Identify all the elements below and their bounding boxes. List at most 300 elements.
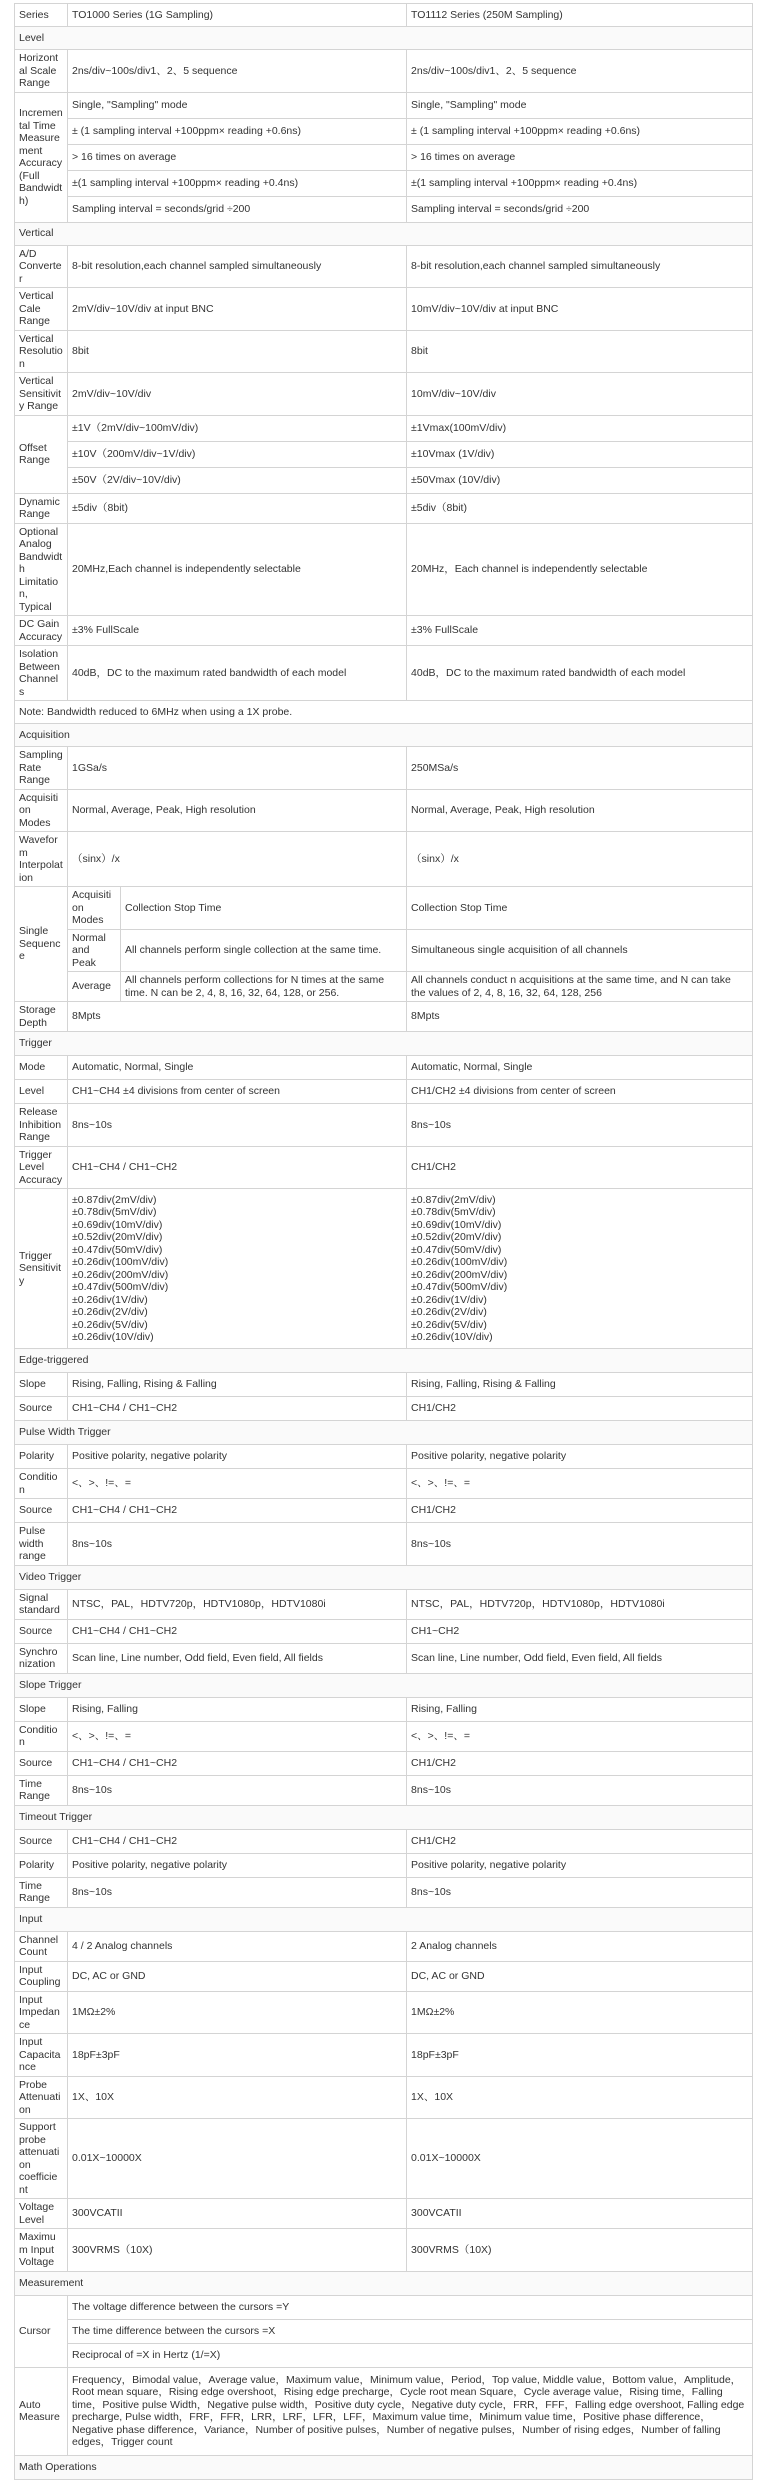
cell-text: Isolation Between Channels bbox=[19, 648, 60, 698]
table-cell bbox=[68, 1829, 407, 1853]
cell-text: 20MHz，Each channel is independently selectable bbox=[411, 563, 648, 575]
cell-text: ±10Vmax (1V/div) bbox=[411, 447, 495, 460]
table-cell bbox=[15, 415, 68, 493]
table-row bbox=[15, 972, 753, 1002]
table-row bbox=[15, 1397, 753, 1421]
table-cell bbox=[407, 1469, 753, 1499]
table-cell bbox=[15, 1721, 68, 1751]
table-row bbox=[15, 1349, 753, 1373]
table-row bbox=[15, 1002, 753, 1032]
table-cell bbox=[121, 929, 407, 972]
cell-text: Level bbox=[19, 1085, 45, 1098]
cell-text: 2ns/div~100s/div1、2、5 sequence bbox=[411, 64, 577, 77]
cell-text: Vertical bbox=[19, 227, 54, 240]
table-row bbox=[15, 2271, 753, 2295]
cell-text: 250MSa/s bbox=[411, 761, 459, 774]
table-cell bbox=[407, 1146, 753, 1189]
cell-text: 300VCATII bbox=[411, 2207, 462, 2220]
table-cell bbox=[68, 1775, 407, 1805]
table-cell bbox=[407, 1056, 753, 1080]
cell-text: ±1V（2mV/div~100mV/div) bbox=[72, 421, 199, 434]
table-cell bbox=[407, 1829, 753, 1853]
table-cell bbox=[15, 1445, 68, 1469]
cell-text: 10mV/div~10V/div at input BNC bbox=[411, 302, 559, 315]
table-cell bbox=[407, 196, 753, 222]
cell-text: TO1112 Series (250M Sampling) bbox=[411, 8, 563, 21]
cell-text: Input Coupling bbox=[19, 1963, 61, 1988]
cell-text: CH1/CH2 bbox=[411, 1756, 456, 1769]
table-cell bbox=[15, 1961, 68, 1991]
table-row bbox=[15, 2455, 753, 2479]
table-row bbox=[15, 1931, 753, 1961]
table-cell bbox=[407, 4, 753, 27]
table-cell bbox=[407, 92, 753, 118]
cell-text: 300VCATII bbox=[72, 2207, 123, 2220]
cell-text: All channels perform collections for N times at the same time. N can be 2, 4, 8, 16, 32, 64, 128, or 256. bbox=[125, 974, 385, 999]
cell-text: Slope bbox=[19, 1378, 46, 1391]
table-cell bbox=[68, 1373, 407, 1397]
cell-text: ±0.87div(2mV/div) ±0.78div(5mV/div) ±0.69div(10mV/div) ±0.52div(20mV/div) ±0.47div(50mV/div) ±0.26div(100mV/div) ±0.26div(200mV/div) ±0.47div(500mV/div) ±0.26div(1V/div) ±0.26div(2V/div) ±0.26div(5V/div) ±0.26div(10V/div) bbox=[411, 1193, 508, 1343]
table-cell bbox=[68, 747, 407, 790]
table-cell bbox=[407, 1499, 753, 1523]
cell-text: Acquisition bbox=[19, 728, 70, 741]
table-cell bbox=[407, 170, 753, 196]
cell-text: CH1/CH2 bbox=[411, 1402, 456, 1415]
cell-text: Maximum Input Voltage bbox=[19, 2231, 56, 2268]
table-row bbox=[15, 2076, 753, 2119]
table-row bbox=[15, 50, 753, 93]
table-cell bbox=[15, 616, 68, 646]
table-cell bbox=[68, 1445, 407, 1469]
table-cell bbox=[407, 1104, 753, 1147]
cell-text: NTSC，PAL，HDTV720p，HDTV1080p，HDTV1080i bbox=[72, 1597, 326, 1610]
table-row bbox=[15, 1805, 753, 1829]
cell-text: A/D Converter bbox=[19, 247, 62, 285]
section-header bbox=[15, 1032, 753, 1056]
table-cell bbox=[15, 1002, 68, 1032]
table-cell bbox=[121, 887, 407, 930]
table-row bbox=[15, 1961, 753, 1991]
table-cell bbox=[68, 1104, 407, 1147]
table-cell bbox=[68, 2119, 407, 2199]
cell-text: Collection Stop Time bbox=[125, 901, 222, 914]
cell-text: Mode bbox=[19, 1061, 46, 1074]
table-cell bbox=[68, 493, 407, 523]
table-row bbox=[15, 523, 753, 616]
table-cell bbox=[407, 2229, 753, 2272]
table-cell bbox=[407, 1589, 753, 1619]
cell-text: ±0.87div(2mV/div) ±0.78div(5mV/div) ±0.69div(10mV/div) ±0.52div(20mV/div) ±0.47div(50mV/div) ±0.26div(100mV/div) ±0.26div(200mV/div) ±0.47div(500mV/div) ±0.26div(1V/div) ±0.26div(2V/div) ±0.26div(5V/div) ±0.26div(10V/div) bbox=[72, 1193, 169, 1343]
table-cell bbox=[15, 288, 68, 331]
table-row bbox=[15, 724, 753, 747]
cell-text: Probe Attenuation bbox=[19, 2078, 61, 2116]
table-cell bbox=[68, 1961, 407, 1991]
cell-text: <、>、!=、= bbox=[72, 1477, 131, 1490]
table-cell bbox=[68, 616, 407, 646]
cell-text: 1X、10X bbox=[411, 2091, 454, 2103]
table-cell bbox=[407, 832, 753, 887]
cell-text: 8ns~10s bbox=[411, 1885, 452, 1898]
cell-text: Dynamic Range bbox=[19, 495, 60, 520]
cell-text: Source bbox=[19, 1504, 53, 1517]
table-cell bbox=[68, 789, 407, 832]
table-cell bbox=[68, 1877, 407, 1907]
cell-text: CH1/CH2 bbox=[411, 1834, 456, 1847]
cell-text: The time difference between the cursors =X bbox=[72, 2324, 276, 2337]
cell-text: （sinx）/x bbox=[72, 852, 120, 865]
table-cell bbox=[68, 1991, 407, 2034]
table-cell bbox=[68, 1080, 407, 1104]
table-cell bbox=[407, 441, 753, 467]
table-cell bbox=[407, 1697, 753, 1721]
table-row bbox=[15, 1421, 753, 1445]
cell-text: <、>、!=、= bbox=[411, 1729, 470, 1742]
table-cell bbox=[407, 373, 753, 416]
table-cell bbox=[407, 972, 753, 1002]
table-cell bbox=[407, 415, 753, 441]
table-row bbox=[15, 1189, 753, 1349]
cell-text: ±3% FullScale bbox=[72, 624, 140, 637]
table-cell bbox=[68, 2343, 753, 2367]
cell-text: Time Range bbox=[19, 1777, 50, 1802]
table-row bbox=[15, 747, 753, 790]
cell-text: 1X、10X bbox=[72, 2091, 115, 2103]
cell-text: 40dB，DC to the maximum rated bandwidth of each model bbox=[411, 666, 686, 679]
table-cell bbox=[15, 747, 68, 790]
cell-text: Source bbox=[19, 1624, 53, 1637]
table-row bbox=[15, 330, 753, 373]
table-row bbox=[15, 1853, 753, 1877]
cell-text: Video Trigger bbox=[19, 1570, 82, 1583]
cell-text: Single, "Sampling" mode bbox=[411, 98, 527, 111]
cell-text: Rising, Falling bbox=[411, 1702, 477, 1715]
table-cell bbox=[68, 2319, 753, 2343]
cell-text: CH1~CH4 ±4 divisions from center of screen bbox=[72, 1085, 280, 1098]
table-row bbox=[15, 4, 753, 27]
table-cell bbox=[68, 523, 407, 616]
cell-text: ±10V（200mV/div~1V/div) bbox=[72, 447, 196, 460]
cell-text: Sampling Rate Range bbox=[19, 749, 63, 786]
table-cell bbox=[68, 1146, 407, 1189]
cell-text: Polarity bbox=[19, 1858, 55, 1871]
cell-text: Positive polarity, negative polarity bbox=[72, 1450, 228, 1463]
table-row bbox=[15, 1565, 753, 1589]
table-cell bbox=[15, 1056, 68, 1080]
cell-text: Vertical Cale Range bbox=[19, 290, 54, 327]
table-cell bbox=[15, 2367, 68, 2455]
table-cell bbox=[15, 2034, 68, 2077]
cell-text: Normal, Average, Peak, High resolution bbox=[411, 804, 595, 816]
table-cell bbox=[68, 373, 407, 416]
cell-text: CH1~CH4 / CH1~CH2 bbox=[72, 1161, 178, 1173]
cell-text: NTSC，PAL，HDTV720p，HDTV1080p，HDTV1080i bbox=[411, 1597, 665, 1610]
cell-text: Positive polarity, negative polarity bbox=[72, 1858, 228, 1871]
cell-text: Simultaneous single acquisition of all channels bbox=[411, 944, 628, 956]
table-cell bbox=[15, 523, 68, 616]
cell-text: Sampling interval = seconds/grid ÷200 bbox=[72, 202, 251, 215]
cell-text: ±(1 sampling interval +100ppm× reading +0.4ns) bbox=[72, 176, 299, 189]
cell-text: Measurement bbox=[19, 2276, 84, 2289]
table-cell bbox=[407, 288, 753, 331]
cell-text: ±1Vmax(100mV/div) bbox=[411, 421, 507, 434]
table-row bbox=[15, 1775, 753, 1805]
table-cell bbox=[407, 1523, 753, 1566]
table-cell bbox=[15, 493, 68, 523]
cell-text: Source bbox=[19, 1756, 53, 1769]
table-row bbox=[15, 2367, 753, 2455]
table-cell bbox=[15, 1619, 68, 1643]
table-cell bbox=[15, 1589, 68, 1619]
table-cell bbox=[68, 196, 407, 222]
table-row bbox=[15, 1056, 753, 1080]
table-cell bbox=[68, 118, 407, 144]
section-header bbox=[15, 222, 753, 245]
table-cell bbox=[407, 2034, 753, 2077]
cell-text: Scan line, Line number, Odd field, Even field, All fields bbox=[72, 1651, 323, 1664]
table-row bbox=[15, 92, 753, 118]
cell-text: Input Impedance bbox=[19, 1993, 60, 2031]
table-cell bbox=[407, 1080, 753, 1104]
cell-text: Pulse width range bbox=[19, 1525, 46, 1562]
cell-text: CH1~CH2 bbox=[411, 1624, 460, 1637]
cell-text: Slope bbox=[19, 1702, 46, 1715]
cell-text: 8ns~10s bbox=[72, 1885, 112, 1898]
cell-text: 8ns~10s bbox=[411, 1783, 452, 1796]
table-cell bbox=[68, 245, 407, 288]
cell-text: Normal and Peak bbox=[72, 931, 106, 969]
table-row bbox=[15, 2319, 753, 2343]
cell-text: Support probe attenuation coefficient bbox=[19, 2121, 60, 2196]
table-row bbox=[15, 1721, 753, 1751]
cell-text: 8ns~10s bbox=[72, 1118, 112, 1131]
table-row bbox=[15, 441, 753, 467]
cell-text: Positive polarity, negative polarity bbox=[411, 1858, 567, 1871]
cell-text: Input bbox=[19, 1912, 43, 1925]
cell-text: ±3% FullScale bbox=[411, 624, 479, 637]
cell-text: All channels perform single collection at the same time. bbox=[125, 944, 382, 956]
cell-text: CH1~CH4 / CH1~CH2 bbox=[72, 1624, 178, 1637]
table-row bbox=[15, 1523, 753, 1566]
table-row bbox=[15, 2343, 753, 2367]
cell-text: 40dB，DC to the maximum rated bandwidth of each model bbox=[72, 666, 347, 679]
cell-text: The voltage difference between the cursors =Y bbox=[72, 2300, 290, 2313]
cell-text: 8ns~10s bbox=[411, 1118, 452, 1131]
cell-text: 2mV/div~10V/div at input BNC bbox=[72, 302, 214, 315]
cell-text: Frequency，Bimodal value，Average value，Maximum value，Minimum value，Period，Top value, Middle value，Bottom value，Amplitude，Root mean square，Rising edge overshoot，Rising edge precharge，Cycle root mean Square，Cycle average value，Rising time，Falling time，Positive pulse Width，Negative pulse width，Positive duty cycle，Negative duty cycle，FRR，FFF，Falling edge overshoot, Falling edge precharge, Pulse width，FRF，FFR，LRR，LRF，LFR，LFF，Maximum value time，Minimum value time，Positive phase difference，Negative phase difference，Variance，Number of positive pulses，Number of negative pulses，Number of rising edges，Number of falling edges，Trigger count bbox=[72, 2373, 745, 2448]
table-cell bbox=[407, 467, 753, 493]
table-row bbox=[15, 467, 753, 493]
cell-text: Storage Depth bbox=[19, 1004, 56, 1029]
table-cell bbox=[15, 92, 68, 222]
cell-text: 8Mpts bbox=[411, 1010, 440, 1023]
table-row bbox=[15, 1032, 753, 1056]
table-cell bbox=[407, 1991, 753, 2034]
table-cell bbox=[407, 1853, 753, 1877]
table-cell bbox=[68, 1056, 407, 1080]
table-row bbox=[15, 1877, 753, 1907]
section-header bbox=[15, 2455, 753, 2479]
cell-text: Auto Measure bbox=[19, 2398, 60, 2423]
table-cell bbox=[68, 92, 407, 118]
table-row bbox=[15, 170, 753, 196]
cell-text: Level bbox=[19, 31, 45, 44]
cell-text: Acquisition Modes bbox=[19, 791, 59, 829]
table-cell bbox=[68, 441, 407, 467]
cell-text: 8bit bbox=[72, 345, 89, 357]
table-row bbox=[15, 887, 753, 930]
cell-text: Voltage Level bbox=[19, 2201, 55, 2226]
table-cell bbox=[68, 1189, 407, 1349]
table-cell bbox=[407, 1619, 753, 1643]
cell-text: 8ns~10s bbox=[72, 1537, 112, 1550]
cell-text: 1MΩ±2% bbox=[72, 2006, 116, 2018]
table-cell bbox=[68, 1853, 407, 1877]
table-cell bbox=[68, 1589, 407, 1619]
table-cell bbox=[15, 701, 753, 724]
cell-text: DC Gain Accuracy bbox=[19, 618, 63, 643]
cell-text: <、>、!=、= bbox=[411, 1477, 470, 1490]
table-row bbox=[15, 1673, 753, 1697]
table-cell bbox=[68, 1697, 407, 1721]
table-row bbox=[15, 1751, 753, 1775]
table-row bbox=[15, 118, 753, 144]
table-cell bbox=[68, 2229, 407, 2272]
cell-text: Trigger bbox=[19, 1037, 52, 1050]
table-row bbox=[15, 245, 753, 288]
table-cell bbox=[68, 1469, 407, 1499]
cell-text: 2 Analog channels bbox=[411, 1939, 497, 1952]
table-row bbox=[15, 196, 753, 222]
table-row bbox=[15, 1373, 753, 1397]
table-cell bbox=[15, 789, 68, 832]
cell-text: Normal, Average, Peak, High resolution bbox=[72, 804, 256, 816]
cell-text: CH1/CH2 ±4 divisions from center of screen bbox=[411, 1085, 616, 1098]
cell-text: TO1000 Series (1G Sampling) bbox=[72, 8, 214, 21]
cell-text: CH1~CH4 / CH1~CH2 bbox=[72, 1402, 178, 1415]
table-cell bbox=[15, 1469, 68, 1499]
table-row bbox=[15, 288, 753, 331]
cell-text: Trigger Sensitivity bbox=[19, 1249, 62, 1287]
table-cell bbox=[15, 1080, 68, 1104]
table-cell bbox=[407, 616, 753, 646]
cell-text: Trigger Level Accuracy bbox=[19, 1148, 63, 1186]
table-cell bbox=[407, 1002, 753, 1032]
table-cell bbox=[407, 1373, 753, 1397]
table-cell bbox=[15, 330, 68, 373]
cell-text: Horizontal Scale Range bbox=[19, 52, 59, 89]
cell-text: Vertical Resolution bbox=[19, 332, 63, 370]
table-cell bbox=[15, 2229, 68, 2272]
table-cell bbox=[68, 1397, 407, 1421]
table-cell bbox=[68, 1523, 407, 1566]
table-cell bbox=[15, 1104, 68, 1147]
cell-text: 8Mpts bbox=[72, 1010, 101, 1023]
cell-text: Waveform Interpolation bbox=[19, 834, 63, 884]
cell-text: CH1~CH4 / CH1~CH2 bbox=[72, 1756, 178, 1769]
cell-text: Source bbox=[19, 1402, 53, 1415]
table-row bbox=[15, 1619, 753, 1643]
cell-text: Release Inhibition Range bbox=[19, 1106, 62, 1143]
cell-text: Input Capacitance bbox=[19, 2036, 61, 2073]
table-cell bbox=[68, 1751, 407, 1775]
table-row bbox=[15, 222, 753, 245]
table-cell bbox=[15, 1499, 68, 1523]
table-cell bbox=[68, 2367, 753, 2455]
table-cell bbox=[407, 1397, 753, 1421]
table-row bbox=[15, 2119, 753, 2199]
table-row bbox=[15, 1445, 753, 1469]
table-row bbox=[15, 1499, 753, 1523]
table-row bbox=[15, 2295, 753, 2319]
cell-text: Math Operations bbox=[19, 2460, 97, 2473]
table-cell bbox=[15, 1397, 68, 1421]
table-cell bbox=[407, 50, 753, 93]
cell-text: 2ns/div~100s/div1、2、5 sequence bbox=[72, 64, 238, 77]
table-cell bbox=[407, 144, 753, 170]
table-row bbox=[15, 2229, 753, 2272]
cell-text: Condition bbox=[19, 1471, 58, 1496]
cell-text: 18pF±3pF bbox=[72, 2048, 120, 2061]
section-header bbox=[15, 1349, 753, 1373]
table-cell bbox=[407, 1751, 753, 1775]
cell-text: ±50Vmax (10V/div) bbox=[411, 473, 501, 486]
table-cell bbox=[15, 2199, 68, 2229]
cell-text: All channels conduct n acquisitions at the same time, and N can take the values of 2, 4, 8, 16, 32, 64, 128, 256 bbox=[411, 974, 731, 999]
specification-table bbox=[14, 3, 753, 2480]
table-cell bbox=[68, 415, 407, 441]
cell-text: 0.01X~10000X bbox=[411, 2152, 481, 2165]
table-cell bbox=[68, 887, 121, 930]
table-row bbox=[15, 373, 753, 416]
table-cell bbox=[68, 929, 121, 972]
cell-text: Rising, Falling bbox=[72, 1702, 138, 1715]
table-cell bbox=[68, 1721, 407, 1751]
table-cell bbox=[15, 373, 68, 416]
cell-text: Automatic, Normal, Single bbox=[411, 1061, 533, 1074]
table-cell bbox=[15, 1775, 68, 1805]
cell-text: Pulse Width Trigger bbox=[19, 1426, 111, 1439]
cell-text: ±50V（2V/div~10V/div) bbox=[72, 473, 181, 486]
table-cell bbox=[15, 1643, 68, 1673]
table-row bbox=[15, 1643, 753, 1673]
table-cell bbox=[407, 1721, 753, 1751]
cell-text: （sinx）/x bbox=[411, 852, 459, 865]
cell-text: DC, AC or GND bbox=[72, 1969, 146, 1982]
table-cell bbox=[15, 832, 68, 887]
table-cell bbox=[407, 1643, 753, 1673]
cell-text: Optional Analog Bandwidth Limitation, Typical bbox=[19, 525, 63, 613]
cell-text: 1MΩ±2% bbox=[411, 2006, 455, 2018]
table-row bbox=[15, 1104, 753, 1147]
table-cell bbox=[68, 1619, 407, 1643]
table-cell bbox=[68, 330, 407, 373]
table-cell bbox=[68, 467, 407, 493]
table-cell bbox=[68, 2199, 407, 2229]
table-row bbox=[15, 616, 753, 646]
table-cell bbox=[15, 2295, 68, 2367]
cell-text: ± (1 sampling interval +100ppm× reading +0.6ns) bbox=[72, 124, 302, 137]
cell-text: ±(1 sampling interval +100ppm× reading +0.4ns) bbox=[411, 176, 638, 189]
table-cell bbox=[407, 747, 753, 790]
cell-text: Time Range bbox=[19, 1879, 50, 1904]
table-cell bbox=[68, 1499, 407, 1523]
cell-text: ±5div（8bit) bbox=[72, 501, 128, 514]
table-cell bbox=[407, 330, 753, 373]
cell-text: 8-bit resolution,each channel sampled simultaneously bbox=[72, 260, 322, 272]
table-row bbox=[15, 1589, 753, 1619]
section-header bbox=[15, 1565, 753, 1589]
table-cell bbox=[68, 50, 407, 93]
